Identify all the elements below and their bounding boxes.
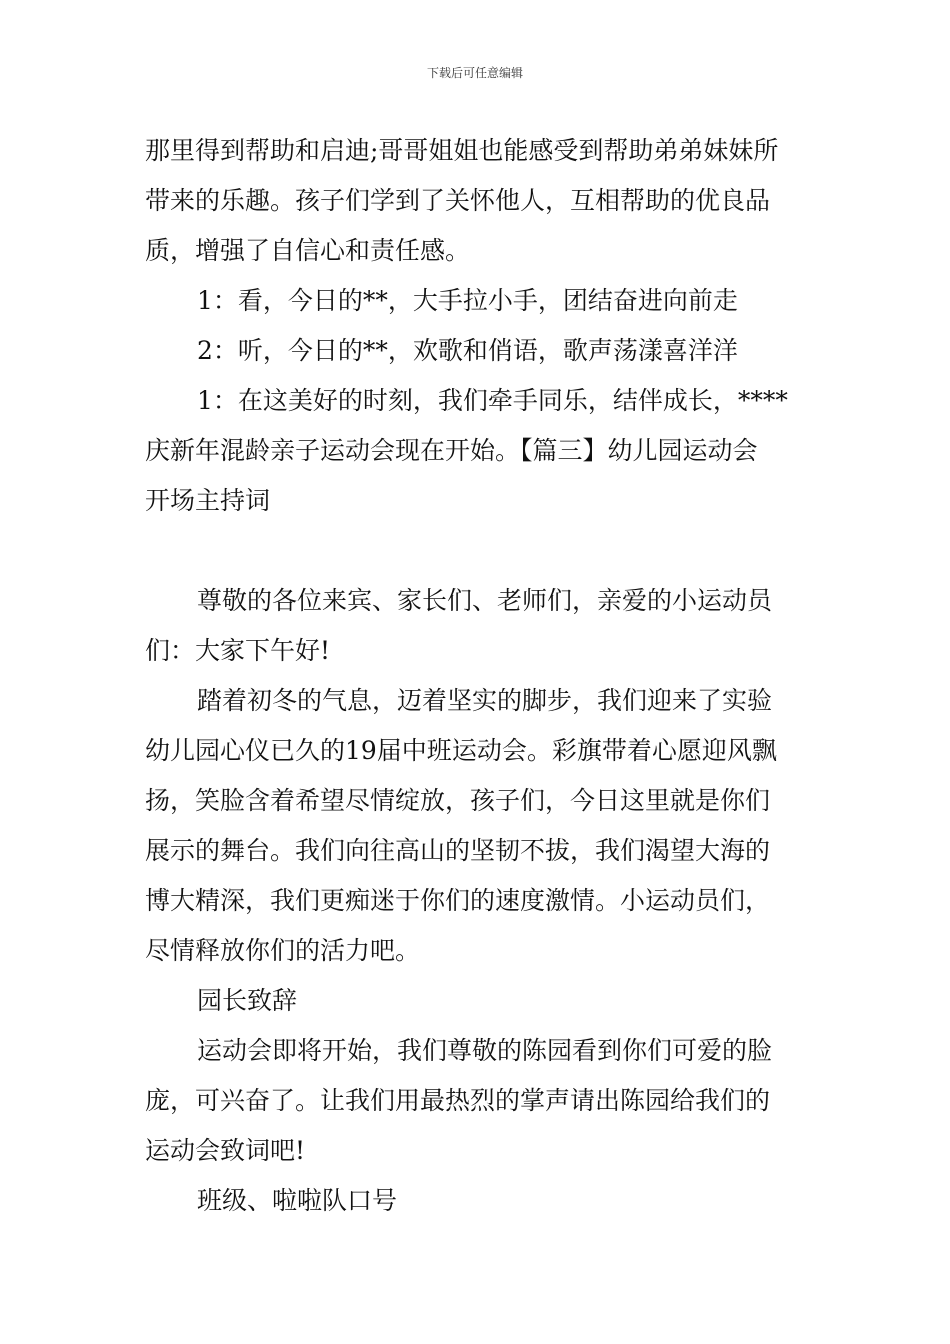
section-heading: 班级、啦啦队口号	[197, 1186, 398, 1215]
text-line: 庞，可兴奋了。让我们用最热烈的掌声请出陈园给我们的	[145, 1086, 771, 1115]
page-header-note: 下载后可任意编辑	[426, 66, 523, 80]
text-line: 博大精深，我们更痴迷于你们的速度激情。小运动员们，	[145, 886, 771, 915]
blank-line	[145, 526, 810, 576]
section-heading: 园长致辞	[197, 986, 298, 1015]
text-line: 开场主持词	[145, 486, 271, 515]
text-line: 那里得到帮助和启迪;哥哥姐姐也能感受到帮助弟弟妹妹所	[145, 136, 779, 165]
text-line: 质，增强了自信心和责任感。	[145, 236, 471, 265]
text-line: 尽情释放你们的活力吧。	[145, 936, 421, 965]
text-line: 2：听，今日的**，欢歌和俏语，歌声荡漾喜洋洋	[197, 336, 738, 365]
text-line: 们：大家下午好!	[145, 636, 331, 665]
text-line: 幼儿园心仪已久的19届中班运动会。彩旗带着心愿迎风飘	[145, 736, 777, 765]
text-line: 运动会即将开始，我们尊敬的陈园看到你们可爱的脸	[197, 1036, 773, 1065]
text-line: 展示的舞台。我们向往高山的坚韧不拔，我们渴望大海的	[145, 836, 771, 865]
text-line: 尊敬的各位来宾、家长们、老师们，亲爱的小运动员	[197, 586, 773, 615]
document-body	[145, 126, 810, 1226]
text-line: 庆新年混龄亲子运动会现在开始。【篇三】幼儿园运动会	[145, 436, 758, 465]
text-line: 运动会致词吧!	[145, 1136, 306, 1165]
text-line: 扬，笑脸含着希望尽情绽放，孩子们，今日这里就是你们	[145, 786, 771, 815]
text-line: 1：在这美好的时刻，我们牵手同乐，结伴成长，****	[197, 386, 788, 415]
text-line: 1：看，今日的**，大手拉小手，团结奋进向前走	[197, 286, 738, 315]
text-line: 带来的乐趣。孩子们学到了关怀他人，互相帮助的优良品	[145, 186, 771, 215]
text-line: 踏着初冬的气息，迈着坚实的脚步，我们迎来了实验	[197, 686, 773, 715]
